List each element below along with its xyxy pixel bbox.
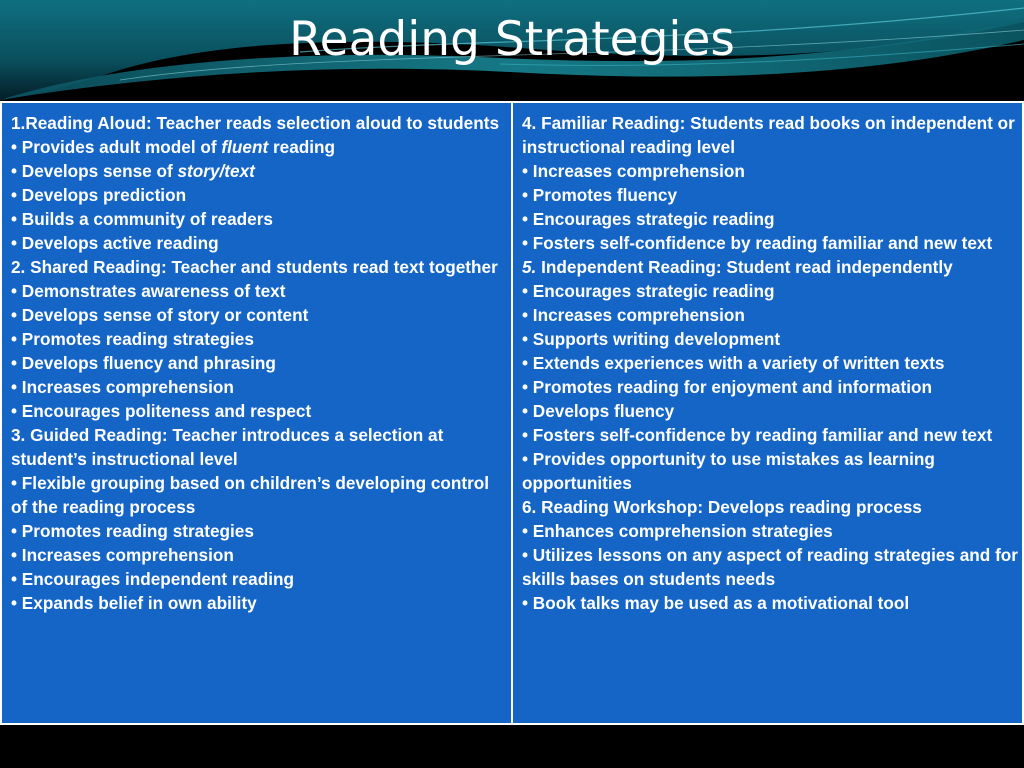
right-column (513, 103, 1022, 723)
bottom-bar (0, 726, 1024, 768)
list-item: • Encourages politeness and respect (11, 401, 312, 421)
list-item: • Enhances comprehension strategies (522, 521, 833, 541)
list-item: • Develops sense of story or content (11, 305, 309, 325)
list-item: • Book talks may be used as a motivational tool (522, 593, 910, 613)
list-item: • Increases comprehension (522, 161, 745, 181)
list-item: • Encourages independent reading (11, 569, 294, 589)
slide-title: Reading Strategies (289, 12, 735, 67)
list-item: • Promotes reading strategies (11, 329, 254, 349)
list-item: • Promotes reading for enjoyment and information (522, 377, 932, 397)
list-item: • Increases comprehension (11, 377, 234, 397)
list-item: • Develops prediction (11, 185, 187, 205)
list-item: • Extends experiences with a variety of written texts (522, 353, 945, 373)
left-column (2, 103, 513, 723)
list-item: • Expands belief in own ability (11, 593, 257, 613)
list-item: • Develops fluency (522, 401, 675, 421)
list-item: • Encourages strategic reading (522, 209, 775, 229)
section-4-heading: 4. Familiar Reading: Students read books on independent or instructional reading level (522, 113, 1015, 157)
section-2-heading: 2. Shared Reading: Teacher and students read text together (11, 257, 498, 277)
list-item: • Increases comprehension (11, 545, 234, 565)
list-item: • Develops active reading (11, 233, 219, 253)
section-3-heading: 3. Guided Reading: Teacher introduces a selection at student’s instructional level (11, 425, 444, 469)
strategies-table (0, 101, 1024, 725)
section-5-heading: 5. Independent Reading: Student read independently (522, 257, 953, 277)
list-item: • Flexible grouping based on children’s developing control of the reading process (11, 473, 490, 517)
section-1-heading: 1.Reading Aloud: Teacher reads selection aloud to students (11, 113, 500, 133)
list-item: • Promotes reading strategies (11, 521, 254, 541)
list-item: • Provides opportunity to use mistakes as learning opportunities (522, 449, 935, 493)
list-item: • Utilizes lessons on any aspect of reading strategies and for skills bases on students needs (522, 545, 1018, 589)
list-item: • Increases comprehension (522, 305, 745, 325)
list-item: • Promotes fluency (522, 185, 678, 205)
list-item: • Develops fluency and phrasing (11, 353, 276, 373)
section-6-heading: 6. Reading Workshop: Develops reading process (522, 497, 922, 517)
list-item: • Develops sense of story/text (11, 161, 255, 181)
list-item: • Provides adult model of fluent reading (11, 137, 336, 157)
list-item: • Encourages strategic reading (522, 281, 775, 301)
list-item: • Builds a community of readers (11, 209, 273, 229)
list-item: • Fosters self-confidence by reading familiar and new text (522, 233, 993, 253)
list-item: • Fosters self-confidence by reading familiar and new text (522, 425, 993, 445)
list-item: • Supports writing development (522, 329, 781, 349)
list-item: • Demonstrates awareness of text (11, 281, 286, 301)
